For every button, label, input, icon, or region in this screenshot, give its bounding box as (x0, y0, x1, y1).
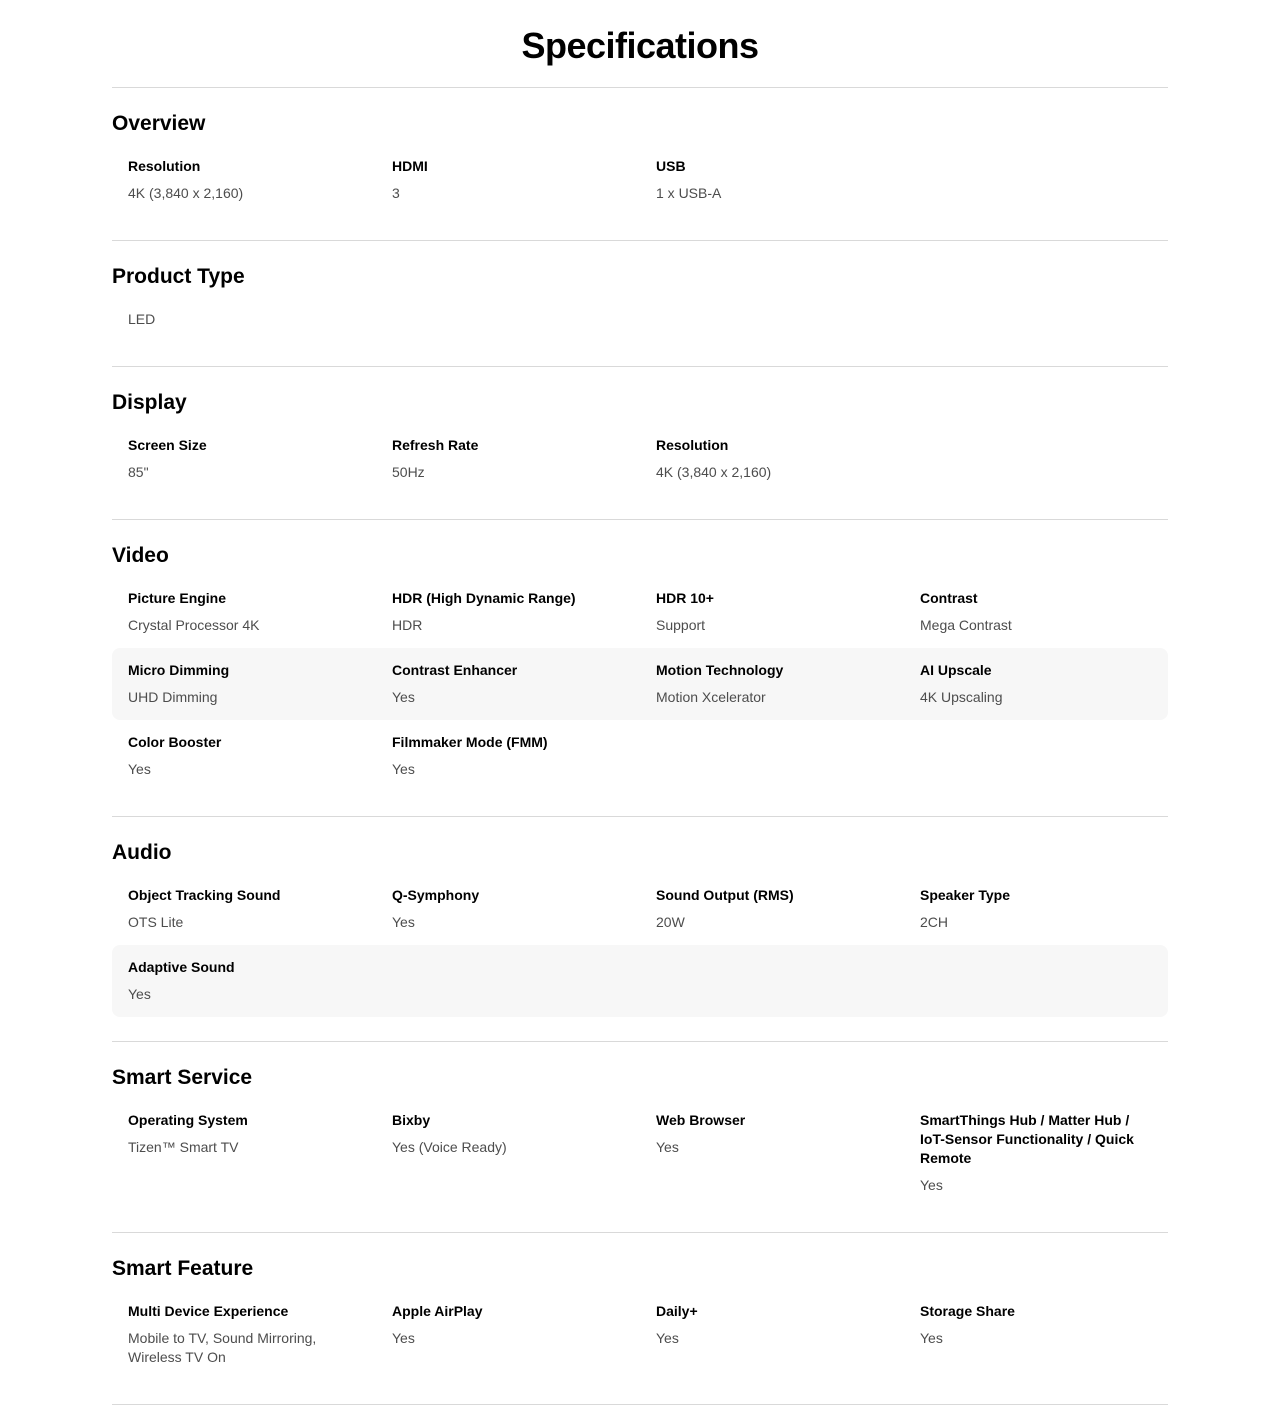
spec-value: Yes (920, 1177, 943, 1193)
section-heading: Overview (112, 112, 206, 135)
spec-item (904, 1302, 1168, 1367)
section-heading: Smart Service (112, 1066, 253, 1089)
spec-label: Apple AirPlay (392, 1303, 483, 1319)
spec-row (112, 576, 1168, 648)
spec-item (640, 157, 904, 203)
spec-label: Web Browser (656, 1112, 746, 1128)
spec-value: HDR (392, 617, 423, 633)
spec-section (112, 816, 1168, 1041)
spec-item (112, 958, 376, 1004)
spec-row (112, 297, 1168, 342)
spec-value: 85" (128, 464, 149, 480)
spec-label: Filmmaker Mode (FMM) (392, 734, 548, 750)
section-heading: Audio (112, 841, 172, 864)
spec-item (112, 310, 376, 329)
spec-label: Q-Symphony (392, 887, 480, 903)
spec-item (112, 589, 376, 635)
spec-value: Yes (392, 914, 415, 930)
spec-value: Yes (656, 1330, 679, 1346)
spec-value: 4K (3,840 x 2,160) (128, 185, 244, 201)
section-heading: Smart Feature (112, 1257, 254, 1280)
spec-value: OTS Lite (128, 914, 184, 930)
spec-label: Screen Size (128, 437, 207, 453)
spec-row-striped (112, 945, 1168, 1017)
spec-item (904, 886, 1168, 932)
spec-label: Bixby (392, 1112, 431, 1128)
content-container (112, 24, 1168, 1405)
spec-value: 4K (3,840 x 2,160) (656, 464, 772, 480)
spec-section (112, 1232, 1168, 1404)
spec-value: Yes (392, 689, 415, 705)
spec-item (904, 589, 1168, 635)
section-heading: Product Type (112, 265, 245, 288)
spec-row-striped (112, 648, 1168, 720)
spec-row (112, 144, 1168, 216)
spec-value: 4K Upscaling (920, 689, 1003, 705)
spec-item (640, 886, 904, 932)
spec-item (640, 436, 904, 482)
spec-label: Micro Dimming (128, 662, 230, 678)
spec-value: 2CH (920, 914, 949, 930)
spec-label: Refresh Rate (392, 437, 479, 453)
spec-item (376, 733, 640, 779)
spec-label: Picture Engine (128, 590, 227, 606)
spec-value: 1 x USB-A (656, 185, 722, 201)
spec-item (112, 157, 376, 203)
spec-item (112, 661, 376, 707)
spec-section (112, 519, 1168, 816)
spec-value: Yes (656, 1139, 679, 1155)
spec-label: AI Upscale (920, 662, 992, 678)
spec-item (904, 1111, 1168, 1195)
spec-value: 50Hz (392, 464, 425, 480)
spec-label: HDMI (392, 158, 428, 174)
spec-item (904, 661, 1168, 707)
spec-sections (112, 87, 1168, 1404)
spec-row (112, 1098, 1168, 1208)
spec-label: Resolution (128, 158, 201, 174)
spec-value: Yes (Voice Ready) (392, 1139, 507, 1155)
spec-label: Daily+ (656, 1303, 698, 1319)
spec-label: Motion Technology (656, 662, 784, 678)
spec-label: HDR (High Dynamic Range) (392, 590, 576, 606)
spec-section (112, 1041, 1168, 1232)
section-heading: Video (112, 544, 169, 567)
spec-label: Sound Output (RMS) (656, 887, 794, 903)
spec-value: Mobile to TV, Sound Mirroring, Wireless TV On (128, 1330, 317, 1365)
spec-item (112, 436, 376, 482)
spec-section (112, 366, 1168, 519)
spec-item (376, 661, 640, 707)
spec-label: HDR 10+ (656, 590, 714, 606)
spec-label: Contrast Enhancer (392, 662, 518, 678)
spec-value: 20W (656, 914, 685, 930)
spec-value: Motion Xcelerator (656, 689, 766, 705)
spec-label: Speaker Type (920, 887, 1011, 903)
spec-item (112, 733, 376, 779)
spec-section (112, 240, 1168, 366)
spec-label: Object Tracking Sound (128, 887, 281, 903)
spec-item (376, 886, 640, 932)
spec-label: SmartThings Hub / Matter Hub / IoT-Sensor Functionality / Quick Remote (920, 1112, 1134, 1166)
spec-item (376, 589, 640, 635)
spec-item (640, 1302, 904, 1367)
spec-label: Contrast (920, 590, 978, 606)
spec-row (112, 873, 1168, 945)
spec-row (112, 720, 1168, 792)
spec-row (112, 1289, 1168, 1380)
spec-value: 3 (392, 185, 400, 201)
spec-value: Tizen™ Smart TV (128, 1139, 239, 1155)
spec-value: Crystal Processor 4K (128, 617, 260, 633)
section-heading: Display (112, 391, 187, 414)
spec-label: USB (656, 158, 686, 174)
spec-item (640, 661, 904, 707)
spec-item (376, 157, 640, 203)
spec-value: Support (656, 617, 706, 633)
spec-row (112, 423, 1168, 495)
spec-item (376, 1111, 640, 1195)
spec-label: Adaptive Sound (128, 959, 235, 975)
spec-item (640, 589, 904, 635)
spec-item (112, 1302, 376, 1367)
spec-value: LED (128, 311, 156, 327)
spec-item (376, 436, 640, 482)
spec-label: Storage Share (920, 1303, 1015, 1319)
spec-value: Yes (128, 761, 151, 777)
spec-label: Color Booster (128, 734, 222, 750)
page-title: Specifications (521, 25, 759, 66)
spec-section (112, 87, 1168, 240)
spec-value: Yes (128, 986, 151, 1002)
spec-item (112, 886, 376, 932)
spec-value: Yes (392, 1330, 415, 1346)
spec-item (112, 1111, 376, 1195)
spec-value: Yes (920, 1330, 943, 1346)
spec-item (640, 1111, 904, 1195)
spec-label: Operating System (128, 1112, 248, 1128)
spec-label: Multi Device Experience (128, 1303, 289, 1319)
spec-item (376, 1302, 640, 1367)
spec-value: Mega Contrast (920, 617, 1012, 633)
spec-value: UHD Dimming (128, 689, 218, 705)
spec-label: Resolution (656, 437, 729, 453)
spec-value: Yes (392, 761, 415, 777)
